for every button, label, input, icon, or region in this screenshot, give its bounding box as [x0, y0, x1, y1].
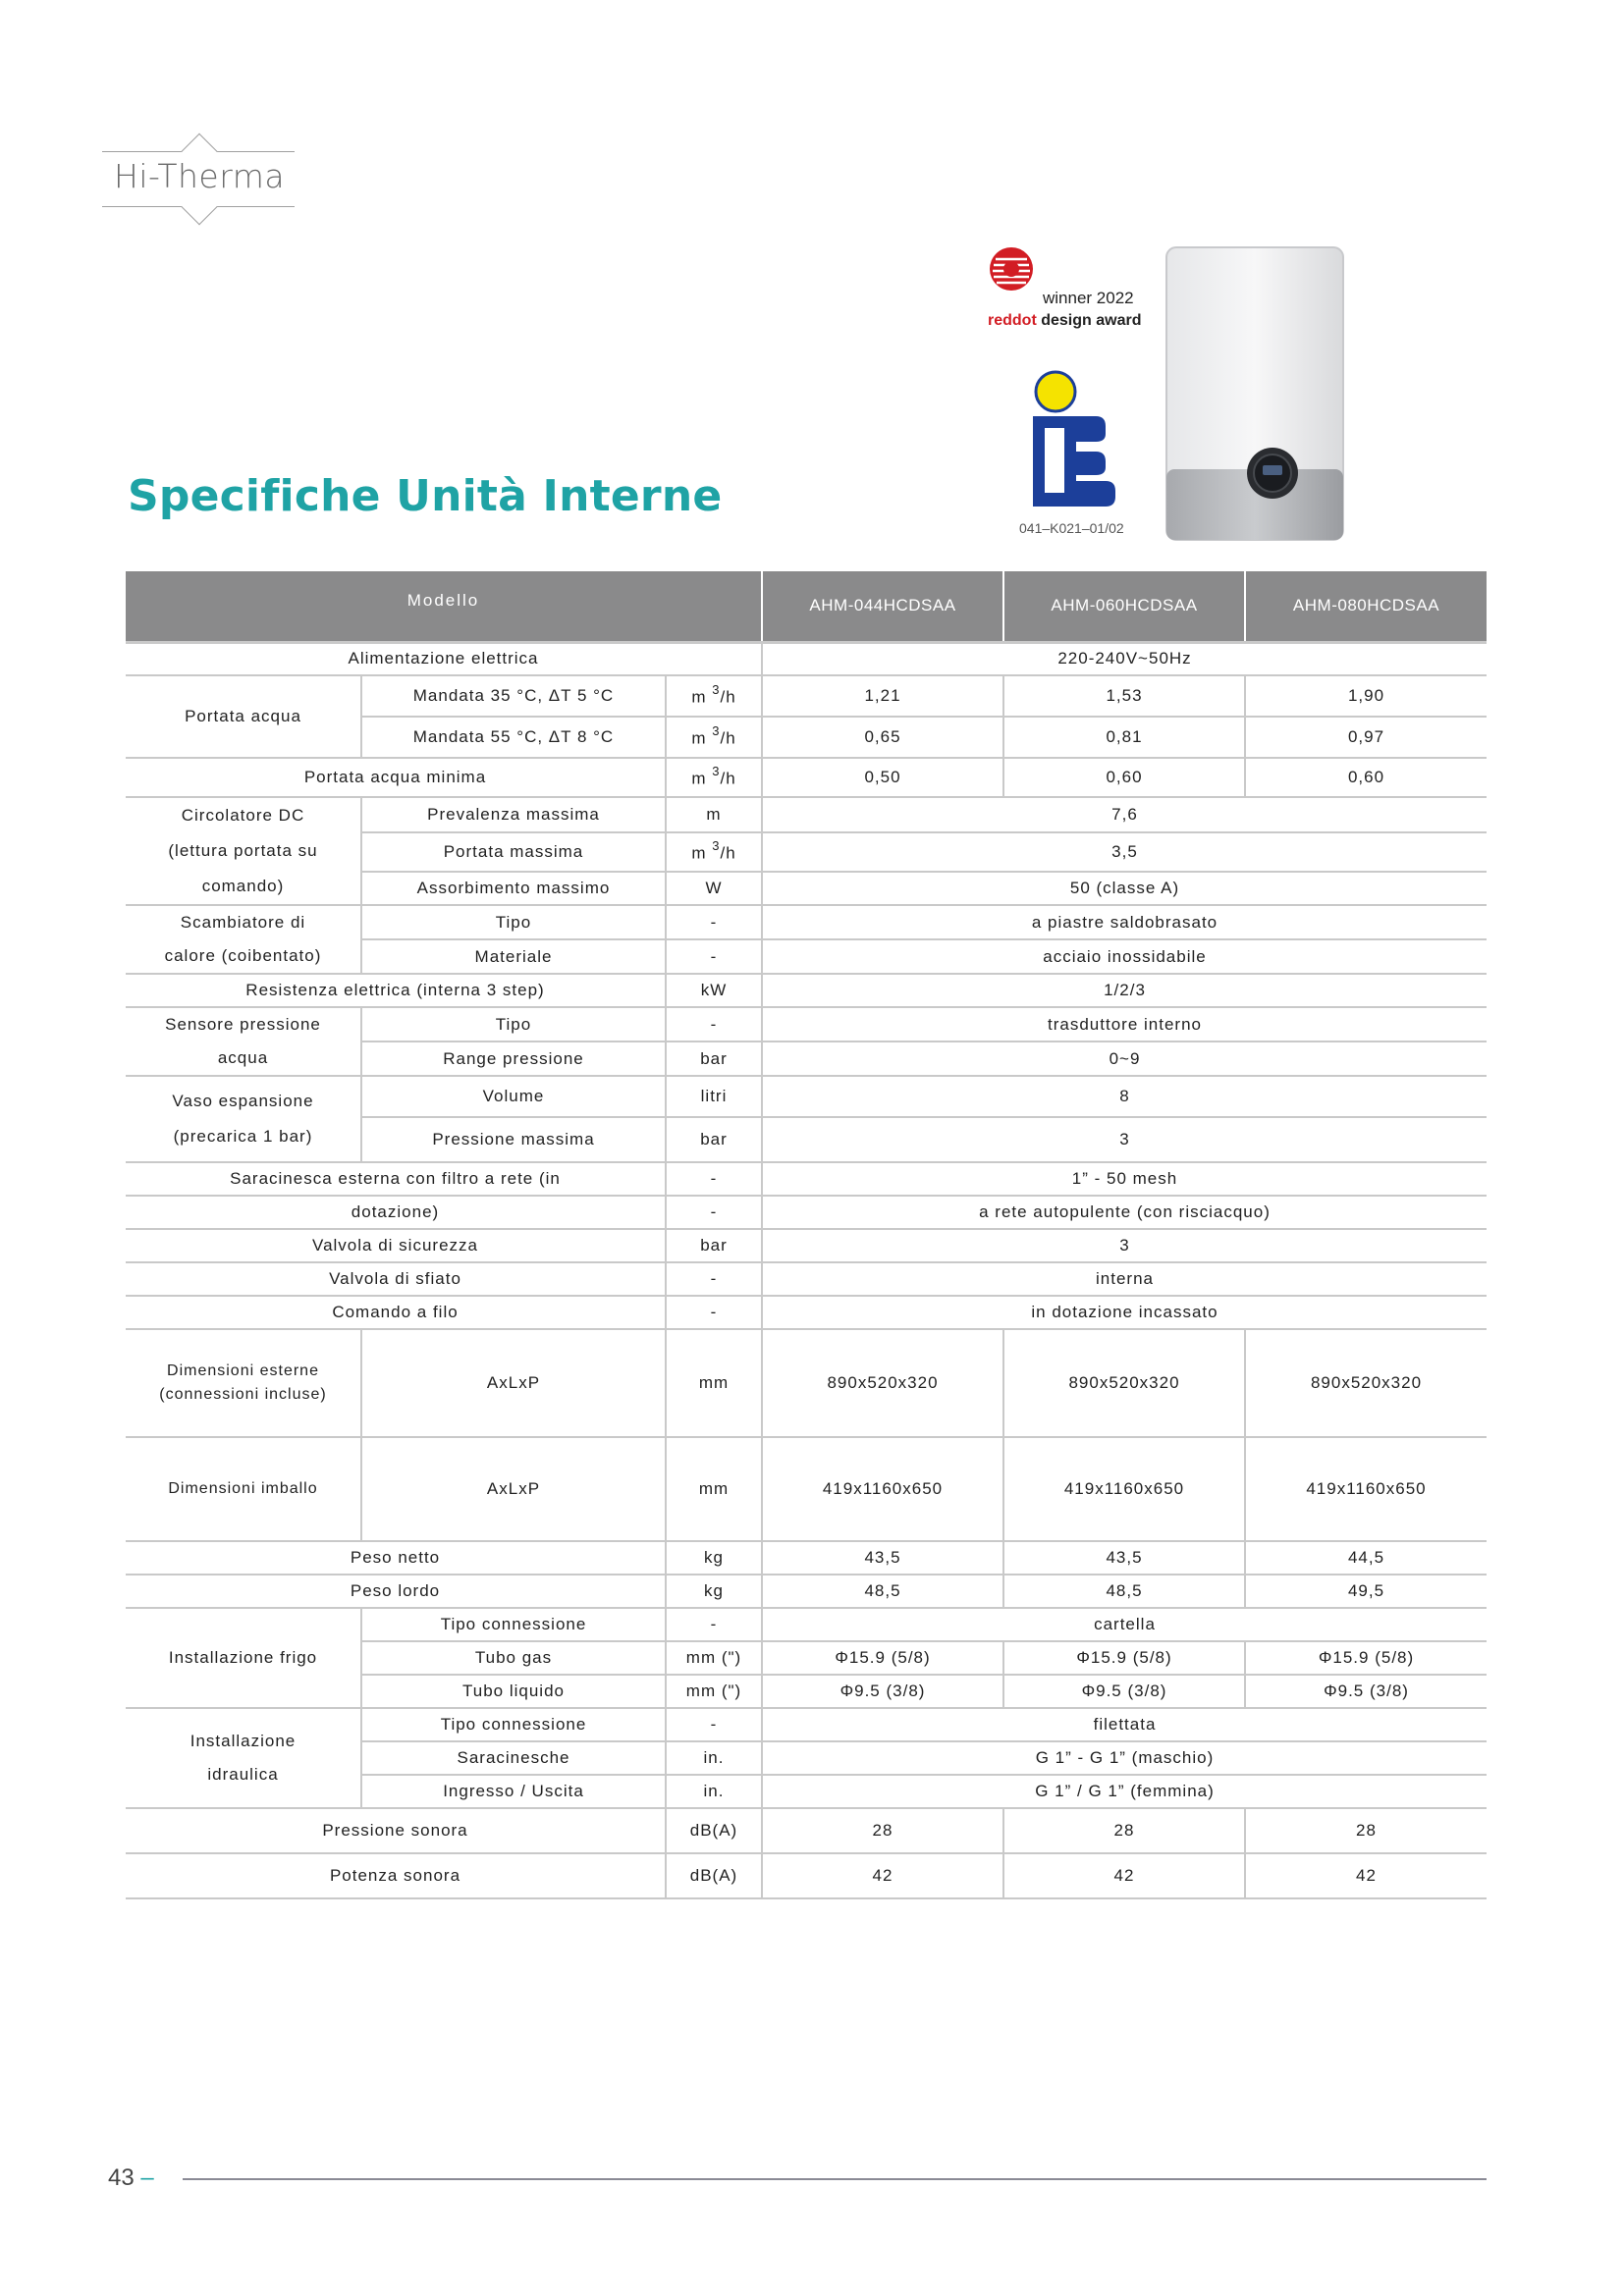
- value-model-3: 44,5: [1245, 1541, 1487, 1575]
- table-row: [126, 1608, 1487, 1641]
- row-label: Resistenza elettrica (interna 3 step): [126, 974, 666, 1007]
- table-header-row: [126, 571, 1487, 642]
- table-row: [126, 905, 1487, 939]
- row-unit: m $^3$/h: [666, 832, 762, 872]
- row-value: 3: [762, 1229, 1487, 1262]
- value-model-3: 1,90: [1245, 675, 1487, 717]
- row-value: trasduttore interno: [762, 1007, 1487, 1041]
- footer-rule: [183, 2178, 1487, 2180]
- row-label: Tipo: [361, 905, 666, 939]
- value-model-2: Φ9.5 (3/8): [1003, 1675, 1245, 1708]
- value-model-1: 1,21: [762, 675, 1003, 717]
- reddot-award: [986, 241, 1153, 336]
- table-row: [126, 1708, 1487, 1741]
- row-unit: bar: [666, 1229, 762, 1262]
- row-unit: dB(A): [666, 1808, 762, 1853]
- specs-table: [126, 571, 1487, 1899]
- table-row: [126, 675, 1487, 717]
- row-unit: litri: [666, 1076, 762, 1117]
- row-unit: in.: [666, 1741, 762, 1775]
- logo-text: Hi-Therma: [114, 157, 286, 195]
- value-model-2: 42: [1003, 1853, 1245, 1898]
- value-model-2: 0,60: [1003, 758, 1245, 797]
- row-value: 3,5: [762, 832, 1487, 872]
- row-label: Tubo gas: [361, 1641, 666, 1675]
- value-model-3: 49,5: [1245, 1575, 1487, 1608]
- row-label: Dimensioni imballo: [126, 1437, 361, 1541]
- row-label: Potenza sonora: [126, 1853, 666, 1898]
- value-model-3: 0,97: [1245, 717, 1487, 758]
- row-label: Portata massima: [361, 832, 666, 872]
- value-model-3: 42: [1245, 1853, 1487, 1898]
- table-row: [126, 797, 1487, 832]
- group-label: Vaso espansione (precarica 1 bar): [126, 1076, 361, 1162]
- indoor-unit-image: [1164, 245, 1345, 542]
- value-model-1: Φ15.9 (5/8): [762, 1641, 1003, 1675]
- row-unit: kg: [666, 1541, 762, 1575]
- table-row: [126, 1007, 1487, 1041]
- value-model-2: 419x1160x650: [1003, 1437, 1245, 1541]
- row-value: a rete autopulente (con risciacquo): [762, 1196, 1487, 1229]
- value-model-2: 28: [1003, 1808, 1245, 1853]
- value-model-2: 0,81: [1003, 717, 1245, 758]
- value-model-3: Φ9.5 (3/8): [1245, 1675, 1487, 1708]
- value-model-2: 1,53: [1003, 675, 1245, 717]
- row-unit: mm ("): [666, 1641, 762, 1675]
- row-unit: m $^3$/h: [666, 717, 762, 758]
- row-unit: -: [666, 1162, 762, 1196]
- value-model-1: 419x1160x650: [762, 1437, 1003, 1541]
- model-3-header: AHM-080HCDSAA: [1245, 571, 1487, 642]
- value-model-3: Φ15.9 (5/8): [1245, 1641, 1487, 1675]
- table-row: [126, 1437, 1487, 1541]
- table-row: [126, 1162, 1487, 1196]
- row-value: filettata: [762, 1708, 1487, 1741]
- value-model-1: 48,5: [762, 1575, 1003, 1608]
- row-label: Portata acqua minima: [126, 758, 666, 797]
- table-row: [126, 1196, 1487, 1229]
- group-label: Portata acqua: [126, 675, 361, 758]
- group-label: Installazione frigo: [126, 1608, 361, 1708]
- row-unit: kW: [666, 974, 762, 1007]
- row-unit: -: [666, 1608, 762, 1641]
- design-award-word: design award: [1036, 312, 1142, 329]
- row-unit: -: [666, 1296, 762, 1329]
- row-unit: dB(A): [666, 1853, 762, 1898]
- row-unit: bar: [666, 1041, 762, 1076]
- row-label: Dimensioni esterne (connessioni incluse): [126, 1329, 361, 1437]
- table-row: [126, 974, 1487, 1007]
- row-value: G 1” - G 1” (maschio): [762, 1741, 1487, 1775]
- row-label: Saracinesche: [361, 1741, 666, 1775]
- row-unit: m $^3$/h: [666, 758, 762, 797]
- row-unit: kg: [666, 1575, 762, 1608]
- row-label: Volume: [361, 1076, 666, 1117]
- value-model-1: 0,50: [762, 758, 1003, 797]
- table-row: [126, 1808, 1487, 1853]
- row-value: G 1” / G 1” (femmina): [762, 1775, 1487, 1808]
- row-unit: m $^3$/h: [666, 675, 762, 717]
- row-unit: W: [666, 872, 762, 905]
- row-value: 1/2/3: [762, 974, 1487, 1007]
- value-model-2: 48,5: [1003, 1575, 1245, 1608]
- ekey-code: 041–K021–01/02: [1019, 520, 1124, 536]
- row-label: Comando a filo: [126, 1296, 666, 1329]
- reddot-award-name: [988, 312, 1141, 330]
- model-1-header: AHM-044HCDSAA: [762, 571, 1003, 642]
- table-row: [126, 1575, 1487, 1608]
- value-model-3: 0,60: [1245, 758, 1487, 797]
- row-unit: -: [666, 1196, 762, 1229]
- value-model-1: Φ9.5 (3/8): [762, 1675, 1003, 1708]
- row-unit: -: [666, 1262, 762, 1296]
- model-label: Modello: [126, 571, 762, 642]
- row-unit: -: [666, 1708, 762, 1741]
- row-unit: -: [666, 1007, 762, 1041]
- row-value: 7,6: [762, 797, 1487, 832]
- value-model-3: 890x520x320: [1245, 1329, 1487, 1437]
- row-unit: m: [666, 797, 762, 832]
- table-row: [126, 1541, 1487, 1575]
- value-model-3: 419x1160x650: [1245, 1437, 1487, 1541]
- row-unit: in.: [666, 1775, 762, 1808]
- row-value: 8: [762, 1076, 1487, 1117]
- row-value: a piastre saldobrasato: [762, 905, 1487, 939]
- value-model-2: Φ15.9 (5/8): [1003, 1641, 1245, 1675]
- row-unit: mm: [666, 1329, 762, 1437]
- row-label: Range pressione: [361, 1041, 666, 1076]
- value-model-1: 42: [762, 1853, 1003, 1898]
- table-row: [126, 758, 1487, 797]
- group-label: Circolatore DC (lettura portata su comando): [126, 797, 361, 905]
- reddot-word: reddot: [988, 312, 1037, 329]
- group-label: Installazione idraulica: [126, 1708, 361, 1808]
- table-row: [126, 1262, 1487, 1296]
- row-label: Valvola di sicurezza: [126, 1229, 666, 1262]
- model-2-header: AHM-060HCDSAA: [1003, 571, 1245, 642]
- group-label: Scambiatore di calore (coibentato): [126, 905, 361, 974]
- row-value: interna: [762, 1262, 1487, 1296]
- row-value: cartella: [762, 1608, 1487, 1641]
- row-unit: mm: [666, 1437, 762, 1541]
- value-model-3: 28: [1245, 1808, 1487, 1853]
- page-number: 43 –: [108, 2164, 154, 2191]
- row-label: Alimentazione elettrica: [126, 642, 762, 675]
- row-label: Saracinesca esterna con filtro a rete (in: [126, 1162, 666, 1196]
- page-number-dash: –: [140, 2164, 154, 2191]
- row-label: Assorbimento massimo: [361, 872, 666, 905]
- row-sublabel: AxLxP: [361, 1329, 666, 1437]
- row-value: 1” - 50 mesh: [762, 1162, 1487, 1196]
- row-label: Tipo connessione: [361, 1608, 666, 1641]
- row-sublabel: AxLxP: [361, 1437, 666, 1541]
- reddot-award-year: winner 2022: [1043, 289, 1134, 307]
- row-label: Mandata 35 °C, ΔT 5 °C: [361, 675, 666, 717]
- table-row: [126, 1229, 1487, 1262]
- row-label: dotazione): [126, 1196, 666, 1229]
- group-label: Sensore pressione acqua: [126, 1007, 361, 1076]
- row-value: 3: [762, 1117, 1487, 1162]
- row-value: 50 (classe A): [762, 872, 1487, 905]
- value-model-1: 43,5: [762, 1541, 1003, 1575]
- row-value: 220-240V~50Hz: [762, 642, 1487, 675]
- value-model-2: 890x520x320: [1003, 1329, 1245, 1437]
- row-label: Tipo connessione: [361, 1708, 666, 1741]
- row-label: Mandata 55 °C, ΔT 8 °C: [361, 717, 666, 758]
- row-label: Prevalenza massima: [361, 797, 666, 832]
- table-row: [126, 1296, 1487, 1329]
- row-label: Ingresso / Uscita: [361, 1775, 666, 1808]
- row-label: Valvola di sfiato: [126, 1262, 666, 1296]
- row-unit: -: [666, 905, 762, 939]
- table-row: [126, 642, 1487, 675]
- row-label: Tipo: [361, 1007, 666, 1041]
- page-title: Specifiche Unità Interne: [128, 471, 723, 521]
- reddot-logo-icon: [988, 245, 1035, 293]
- row-unit: bar: [666, 1117, 762, 1162]
- row-label: Pressione massima: [361, 1117, 666, 1162]
- value-model-2: 43,5: [1003, 1541, 1245, 1575]
- row-unit: mm ("): [666, 1675, 762, 1708]
- brand-logo: [102, 135, 295, 224]
- row-label: Peso netto: [126, 1541, 666, 1575]
- row-label: Tubo liquido: [361, 1675, 666, 1708]
- table-row: [126, 1853, 1487, 1898]
- row-label: Pressione sonora: [126, 1808, 666, 1853]
- row-label: Materiale: [361, 939, 666, 974]
- value-model-1: 28: [762, 1808, 1003, 1853]
- row-value: acciaio inossidabile: [762, 939, 1487, 974]
- row-unit: -: [666, 939, 762, 974]
- ekey-label-icon: [1019, 369, 1127, 508]
- value-model-1: 0,65: [762, 717, 1003, 758]
- row-label: Peso lordo: [126, 1575, 666, 1608]
- value-model-1: 890x520x320: [762, 1329, 1003, 1437]
- table-row: [126, 1329, 1487, 1437]
- row-value: 0~9: [762, 1041, 1487, 1076]
- row-value: in dotazione incassato: [762, 1296, 1487, 1329]
- table-row: [126, 1076, 1487, 1117]
